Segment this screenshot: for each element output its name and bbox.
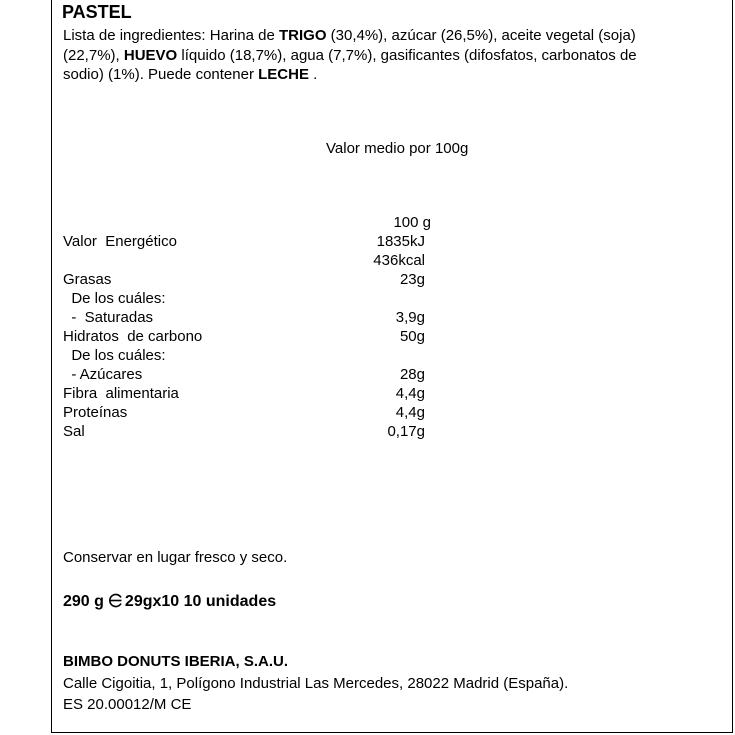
nutrition-label: Sal (63, 423, 85, 440)
company-name: BIMBO DONUTS IBERIA, S.A.U. (63, 653, 289, 670)
net-weight-value: 290 g (63, 593, 104, 610)
product-title: PASTEL (62, 2, 132, 22)
allergen-huevo: HUEVO (123, 46, 178, 64)
nutrition-value: 1835kJ (376, 233, 425, 250)
registry-number: ES 20.00012/M CE (63, 696, 192, 713)
nutrition-value: 4,4g (395, 404, 425, 421)
ingredients-text-3: líquido (18,7%), agua (7,7%), gasificantes (difosfatos, carbonatos de sodio) (1%). Puede contener (63, 46, 637, 83)
ingredients-list (63, 26, 663, 85)
nutrition-label: De los cuáles: (63, 347, 166, 364)
nutrition-value: 4,4g (395, 385, 425, 402)
allergen-leche: LECHE (258, 66, 309, 83)
nutrition-value: 3,9g (395, 309, 425, 326)
nutrition-value: 436kcal (373, 252, 425, 269)
nutrition-label: Proteínas (63, 404, 128, 421)
units-detail: 29gx10 10 unidades (124, 593, 277, 610)
net-weight (63, 592, 276, 611)
allergen-trigo: TRIGO (278, 27, 327, 44)
nutrition-header: Valor medio por 100g (326, 140, 469, 157)
ingredients-text-4: . (308, 66, 318, 83)
nutrition-value: 50g (399, 328, 425, 345)
nutrition-label: Grasas (63, 271, 112, 288)
estimated-sign-icon (107, 593, 123, 608)
nutrition-label: - Azúcares (63, 366, 143, 383)
nutrition-label: - Saturadas (63, 309, 154, 326)
nutrition-label: Valor Energético (63, 233, 177, 250)
storage-instructions: Conservar en lugar fresco y seco. (63, 549, 288, 566)
nutrition-column-head: 100 g (393, 214, 431, 231)
ingredients-text-1: Lista de ingredientes: Harina de (63, 27, 279, 44)
nutrition-label: Hidratos de carbono (63, 328, 203, 345)
nutrition-value: 28g (399, 366, 425, 383)
nutrition-label: De los cuáles: (63, 290, 166, 307)
nutrition-label: Fibra alimentaria (63, 385, 179, 402)
ingredients-text-2: (30,4%), azúcar (26,5%), aceite vegetal (soja)(22,7%), (63, 27, 636, 64)
company-address: Calle Cigoitia, 1, Polígono Industrial Las Mercedes, 28022 Madrid (España). (63, 675, 569, 692)
nutrition-value: 0,17g (387, 423, 425, 440)
nutrition-value: 23g (399, 271, 425, 288)
